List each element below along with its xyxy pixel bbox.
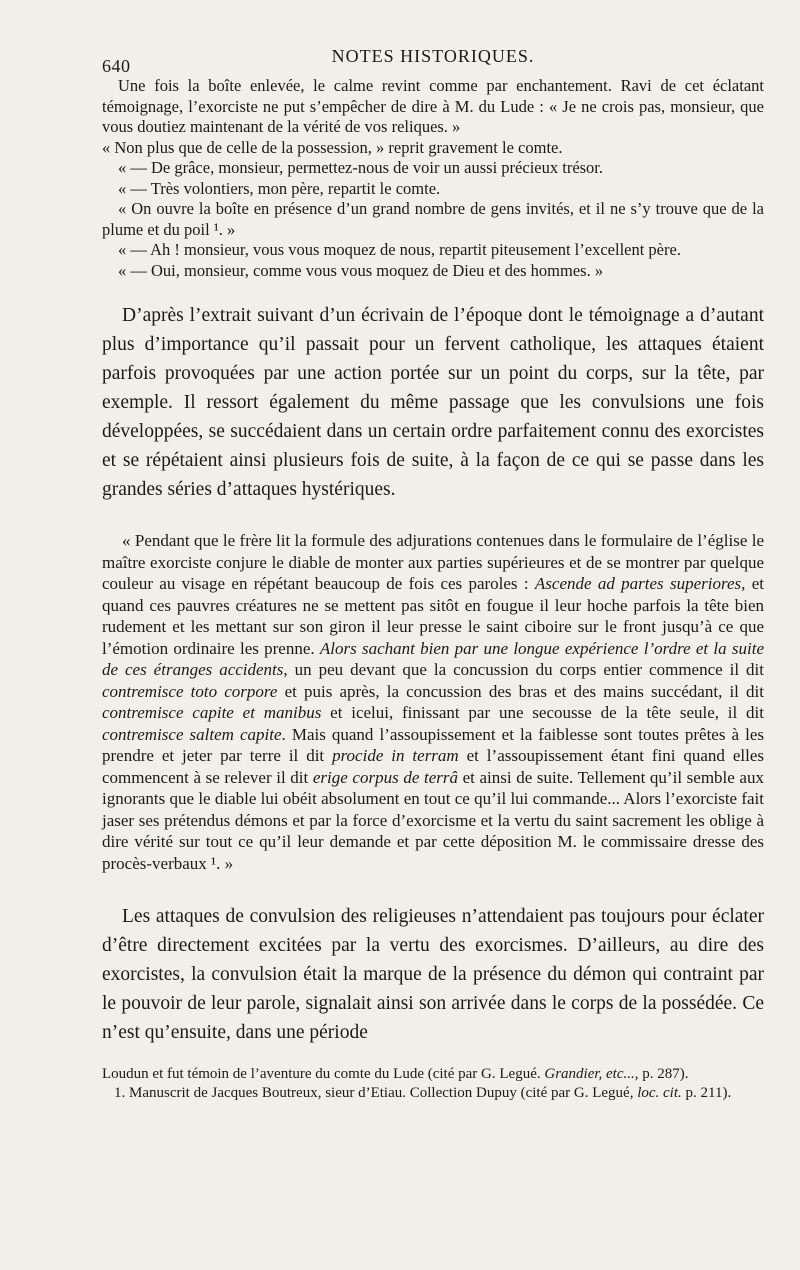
- quote-text: , un peu devant que la concussion du corps entier commence il dit: [283, 660, 765, 679]
- footnotes: [102, 1065, 764, 1102]
- quote-line: Une fois la boîte enlevée, le calme revint comme par enchantement. Ravi de cet éclatant témoignage, l’exorciste ne put s’empêcher de dire à M. du Lude : « Je ne crois pas, monsieur, que vous doutiez maintenant de la vérité de vos reliques. »: [102, 76, 764, 136]
- header-title: NOTES HISTORIQUES.: [331, 46, 535, 66]
- quote-text: et l’assoupissement étant fini quand elles commencent à se relever il dit: [102, 746, 764, 787]
- quote-text: , et quand ces pauvres créatures ne se mettent pas sitôt en fougue il leur hoche parfois la tête bien rudement et les mettant sur son giron il leur presse le saint ciboire sur le front jusqu’à ce que l’émotion ordinaire les prenne.: [102, 574, 764, 658]
- quote-text: et icelui, finissant par une secousse de la tête seule, il dit: [321, 703, 765, 722]
- quote-line: « — Ah ! monsieur, vous vous moquez de nous, repartit piteusement l’excellent père.: [118, 240, 681, 259]
- exorcism-quote: [102, 530, 764, 874]
- footnote-1: 1. Manuscrit de Jacques Boutreux, sieur d’Etiau. Collection Dupuy (cité par G. Legué, loc. cit. p. 211).: [114, 1084, 732, 1101]
- quote-text: « Pendant que le frère lit la formule des adjurations contenues dans le formulaire de l’église le maître exorciste conjure le diable de monter aux parties supérieures et de se montrer par quelque couleur au visage en répétant beaucoup de fois ces paroles :: [102, 531, 764, 593]
- running-head: [102, 36, 764, 76]
- body-paragraph: D’après l’extrait suivant d’un écrivain de l’époque dont le témoignage a d’autant plus d’importance qu’il passait pour un fervent catholique, les attaques étaient parfois provoquées par une action portée sur un point du corps, sur la tête, par exemple. Il ressort également du même passage que les convulsions une fois développées, se succédaient dans un certain ordre parfaitement connu des exorcistes et se répétaient ainsi plusieurs fois de suite, à la façon de ce qui se passe dans les grandes séries d’attaques hystériques.: [102, 305, 764, 500]
- body-paragraph: Les attaques de convulsion des religieuses n’attendaient pas toujours pour éclater d’être directement excitées par la vertu des exorcismes. D’ailleurs, au dire des exorcistes, la convulsion était la marque de la présence du démon qui contraint par le pouvoir de leur parole, signalait ainsi son arrivée dans le corps de la possédée. Ce n’est qu’ensuite, dans une période: [102, 906, 764, 1043]
- quote-text: . Mais quand l’assoupissement et la faiblesse sont toutes prêtes à les prendre et jeter par terre il dit: [102, 724, 764, 765]
- top-quote: [102, 76, 764, 281]
- latin-phrase: erige corpus de terrâ: [312, 767, 458, 787]
- quote-line: « Non plus que de celle de la possession, » reprit gravement le comte.: [102, 137, 563, 157]
- quote-text: et ainsi de suite. Tellement qu’il semble aux ignorants que le diable lui obéit absolument en tout ce qu’il lui commande... Alors l’exorciste fait jaser ses prétendus démons et par la force d’exorcisme et la vertu du saint sacrement les oblige à dire vérité sur tout ce qu’il leur demande et par cette déposition M. le commissaire dresse des procès-verbaux ¹. »: [102, 767, 764, 873]
- latin-phrase: contremisce toto corpore: [102, 681, 278, 701]
- latin-phrase: procide in terram: [332, 746, 459, 765]
- italic-phrase: Alors sachant bien par une longue expérience l’ordre et la suite de ces étranges accidents: [102, 638, 764, 679]
- latin-phrase: Ascende ad partes superiores: [534, 574, 742, 593]
- quote-line: « — Oui, monsieur, comme vous vous moquez de Dieu et des hommes. »: [118, 260, 604, 280]
- page-number: 640: [102, 56, 131, 76]
- latin-phrase: contremisce capite et manibus: [102, 703, 322, 722]
- quote-line: « — Très volontiers, mon père, repartit le comte.: [118, 178, 441, 198]
- quote-line: « — De grâce, monsieur, permettez-nous de voir un aussi précieux trésor.: [118, 158, 604, 177]
- footnote-continuation: Loudun et fut témoin de l’aventure du comte du Lude (cité par G. Legué. Grandier, etc..., p. 287).: [102, 1066, 689, 1082]
- latin-phrase: contremisce saltem capite: [102, 724, 282, 744]
- quote-line: « On ouvre la boîte en présence d’un grand nombre de gens invités, et il ne s’y trouve que de la plume et du poil ¹. »: [102, 199, 764, 239]
- quote-text: et puis après, la concussion des bras et des mains succédant, il dit: [277, 681, 764, 701]
